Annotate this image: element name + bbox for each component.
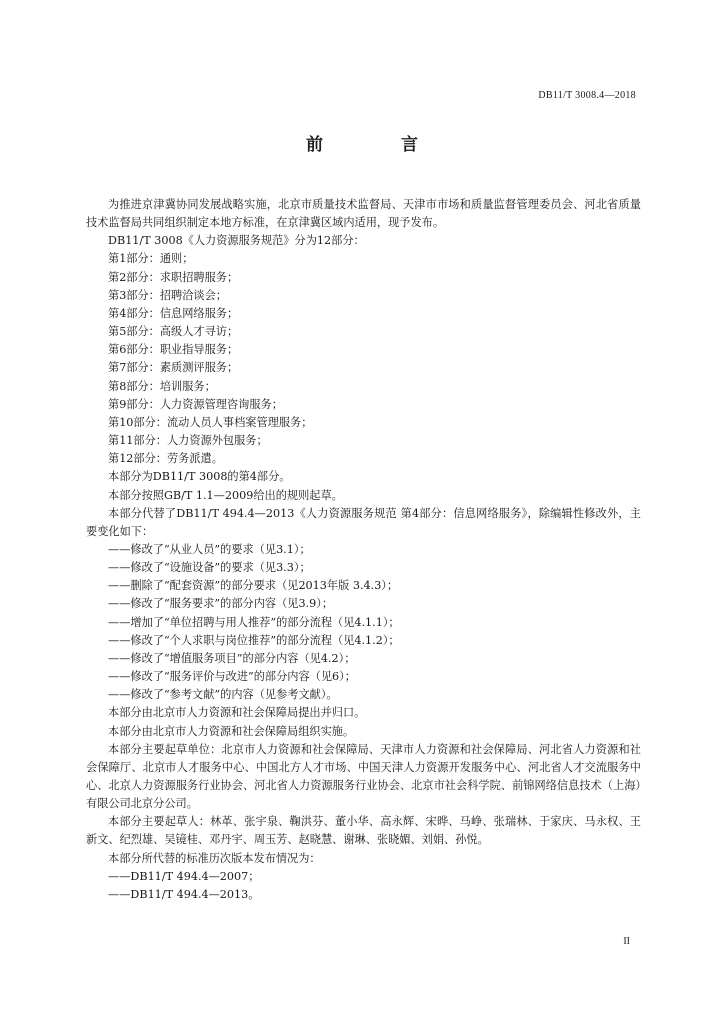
history-list bbox=[86, 868, 641, 904]
parts-list bbox=[86, 250, 641, 468]
list-item: 第3部分：招聘洽谈会； bbox=[108, 288, 227, 302]
list-item: 第10部分：流动人员人事档案管理服务； bbox=[108, 415, 313, 429]
standard-code: DB11/T 3008.4—2018 bbox=[538, 90, 636, 101]
list-item: ——增加了“单位招聘与用人推荐”的部分流程（见4.1.1）； bbox=[108, 615, 400, 629]
list-item: 第8部分：培训服务； bbox=[108, 379, 216, 393]
history-intro: 本部分所代替的标准历次版本发布情况为： bbox=[108, 851, 321, 865]
list-item: 第5部分：高级人才寻访； bbox=[108, 325, 239, 339]
list-item: 第9部分：人力资源管理咨询服务； bbox=[108, 397, 283, 411]
list-item: 第6部分：职业指导服务； bbox=[108, 343, 239, 357]
series-intro: DB11/T 3008《人力资源服务规范》分为12部分： bbox=[108, 234, 365, 248]
list-item: ——修改了“设施设备”的要求（见3.3）； bbox=[108, 561, 311, 575]
changes-list bbox=[86, 541, 641, 704]
list-item: ——修改了“个人求职与岗位推荐”的部分流程（见4.1.2）； bbox=[108, 633, 400, 647]
list-item: 第1部分：通则； bbox=[108, 252, 194, 266]
list-item: 第2部分：求职招聘服务； bbox=[108, 270, 239, 284]
intro-paragraph: 为推进京津冀协同发展战略实施，北京市质量技术监督局、天津市市场和质量监督管理委员会、河北省质量技术监督局共同组织制定本地方标准，在京津冀区域内适用，现予发布。 bbox=[86, 198, 641, 230]
foreword-body bbox=[86, 196, 641, 904]
list-item: ——修改了“服务要求”的部分内容（见3.9）； bbox=[108, 597, 334, 611]
replaces-statement: 本部分代替了DB11/T 494.4—2013《人力资源服务规范 第4部分：信息网络服务》，除编辑性修改外，主要变化如下： bbox=[86, 506, 641, 538]
this-part-statement: 本部分为DB11/T 3008的第4部分。 bbox=[108, 470, 291, 484]
proposed-by-statement: 本部分由北京市人力资源和社会保障局提出并归口。 bbox=[108, 706, 366, 720]
list-item: ——DB11/T 494.4—2007； bbox=[108, 869, 260, 883]
list-item: ——修改了“服务评价与改进”的部分内容（见6）； bbox=[108, 670, 356, 684]
organized-by-statement: 本部分由北京市人力资源和社会保障局组织实施。 bbox=[108, 724, 355, 738]
drafting-rules-statement: 本部分按照GB/T 1.1—2009给出的规则起草。 bbox=[108, 488, 343, 502]
list-item: 第11部分：人力资源外包服务； bbox=[108, 434, 268, 448]
list-item: 第7部分：素质测评服务； bbox=[108, 361, 239, 375]
list-item: ——DB11/T 494.4—2013。 bbox=[108, 887, 260, 901]
drafters-statement: 本部分主要起草人：林革、张宇泉、鞠洪芬、董小华、高永辉、宋晔、马峥、张瑞林、于家庆、马永权、王新文、纪烈雄、吴镜桂、邓丹宇、周玉芳、赵晓慧、谢琳、张晓媚、刘娟、孙悦。 bbox=[86, 815, 641, 847]
drafting-units-statement: 本部分主要起草单位：北京市人力资源和社会保障局、天津市人力资源和社会保障局、河北省人力资源和社会保障厅、北京市人才服务中心、中国北方人才市场、中国天津人力资源开发服务中心、河北省人才交流服务中心、北京人力资源服务行业协会、河北省人力资源服务行业协会、北京市社会科学院、前锦网络信息技术（上海）有限公司北京分公司。 bbox=[86, 742, 641, 811]
list-item: 第4部分：信息网络服务； bbox=[108, 306, 239, 320]
page-title: 前 言 bbox=[306, 135, 454, 155]
list-item: ——修改了“增值服务项目”的部分内容（见4.2）； bbox=[108, 651, 356, 665]
list-item: ——修改了“从业人员”的要求（见3.1）； bbox=[108, 542, 311, 556]
list-item: ——修改了“参考文献”的内容（见参考文献）。 bbox=[108, 688, 338, 702]
list-item: ——删除了“配套资源”的部分要求（见2013年版 3.4.3）； bbox=[108, 579, 399, 593]
page-number: II bbox=[623, 936, 630, 947]
list-item: 第12部分：劳务派遣。 bbox=[108, 452, 223, 466]
